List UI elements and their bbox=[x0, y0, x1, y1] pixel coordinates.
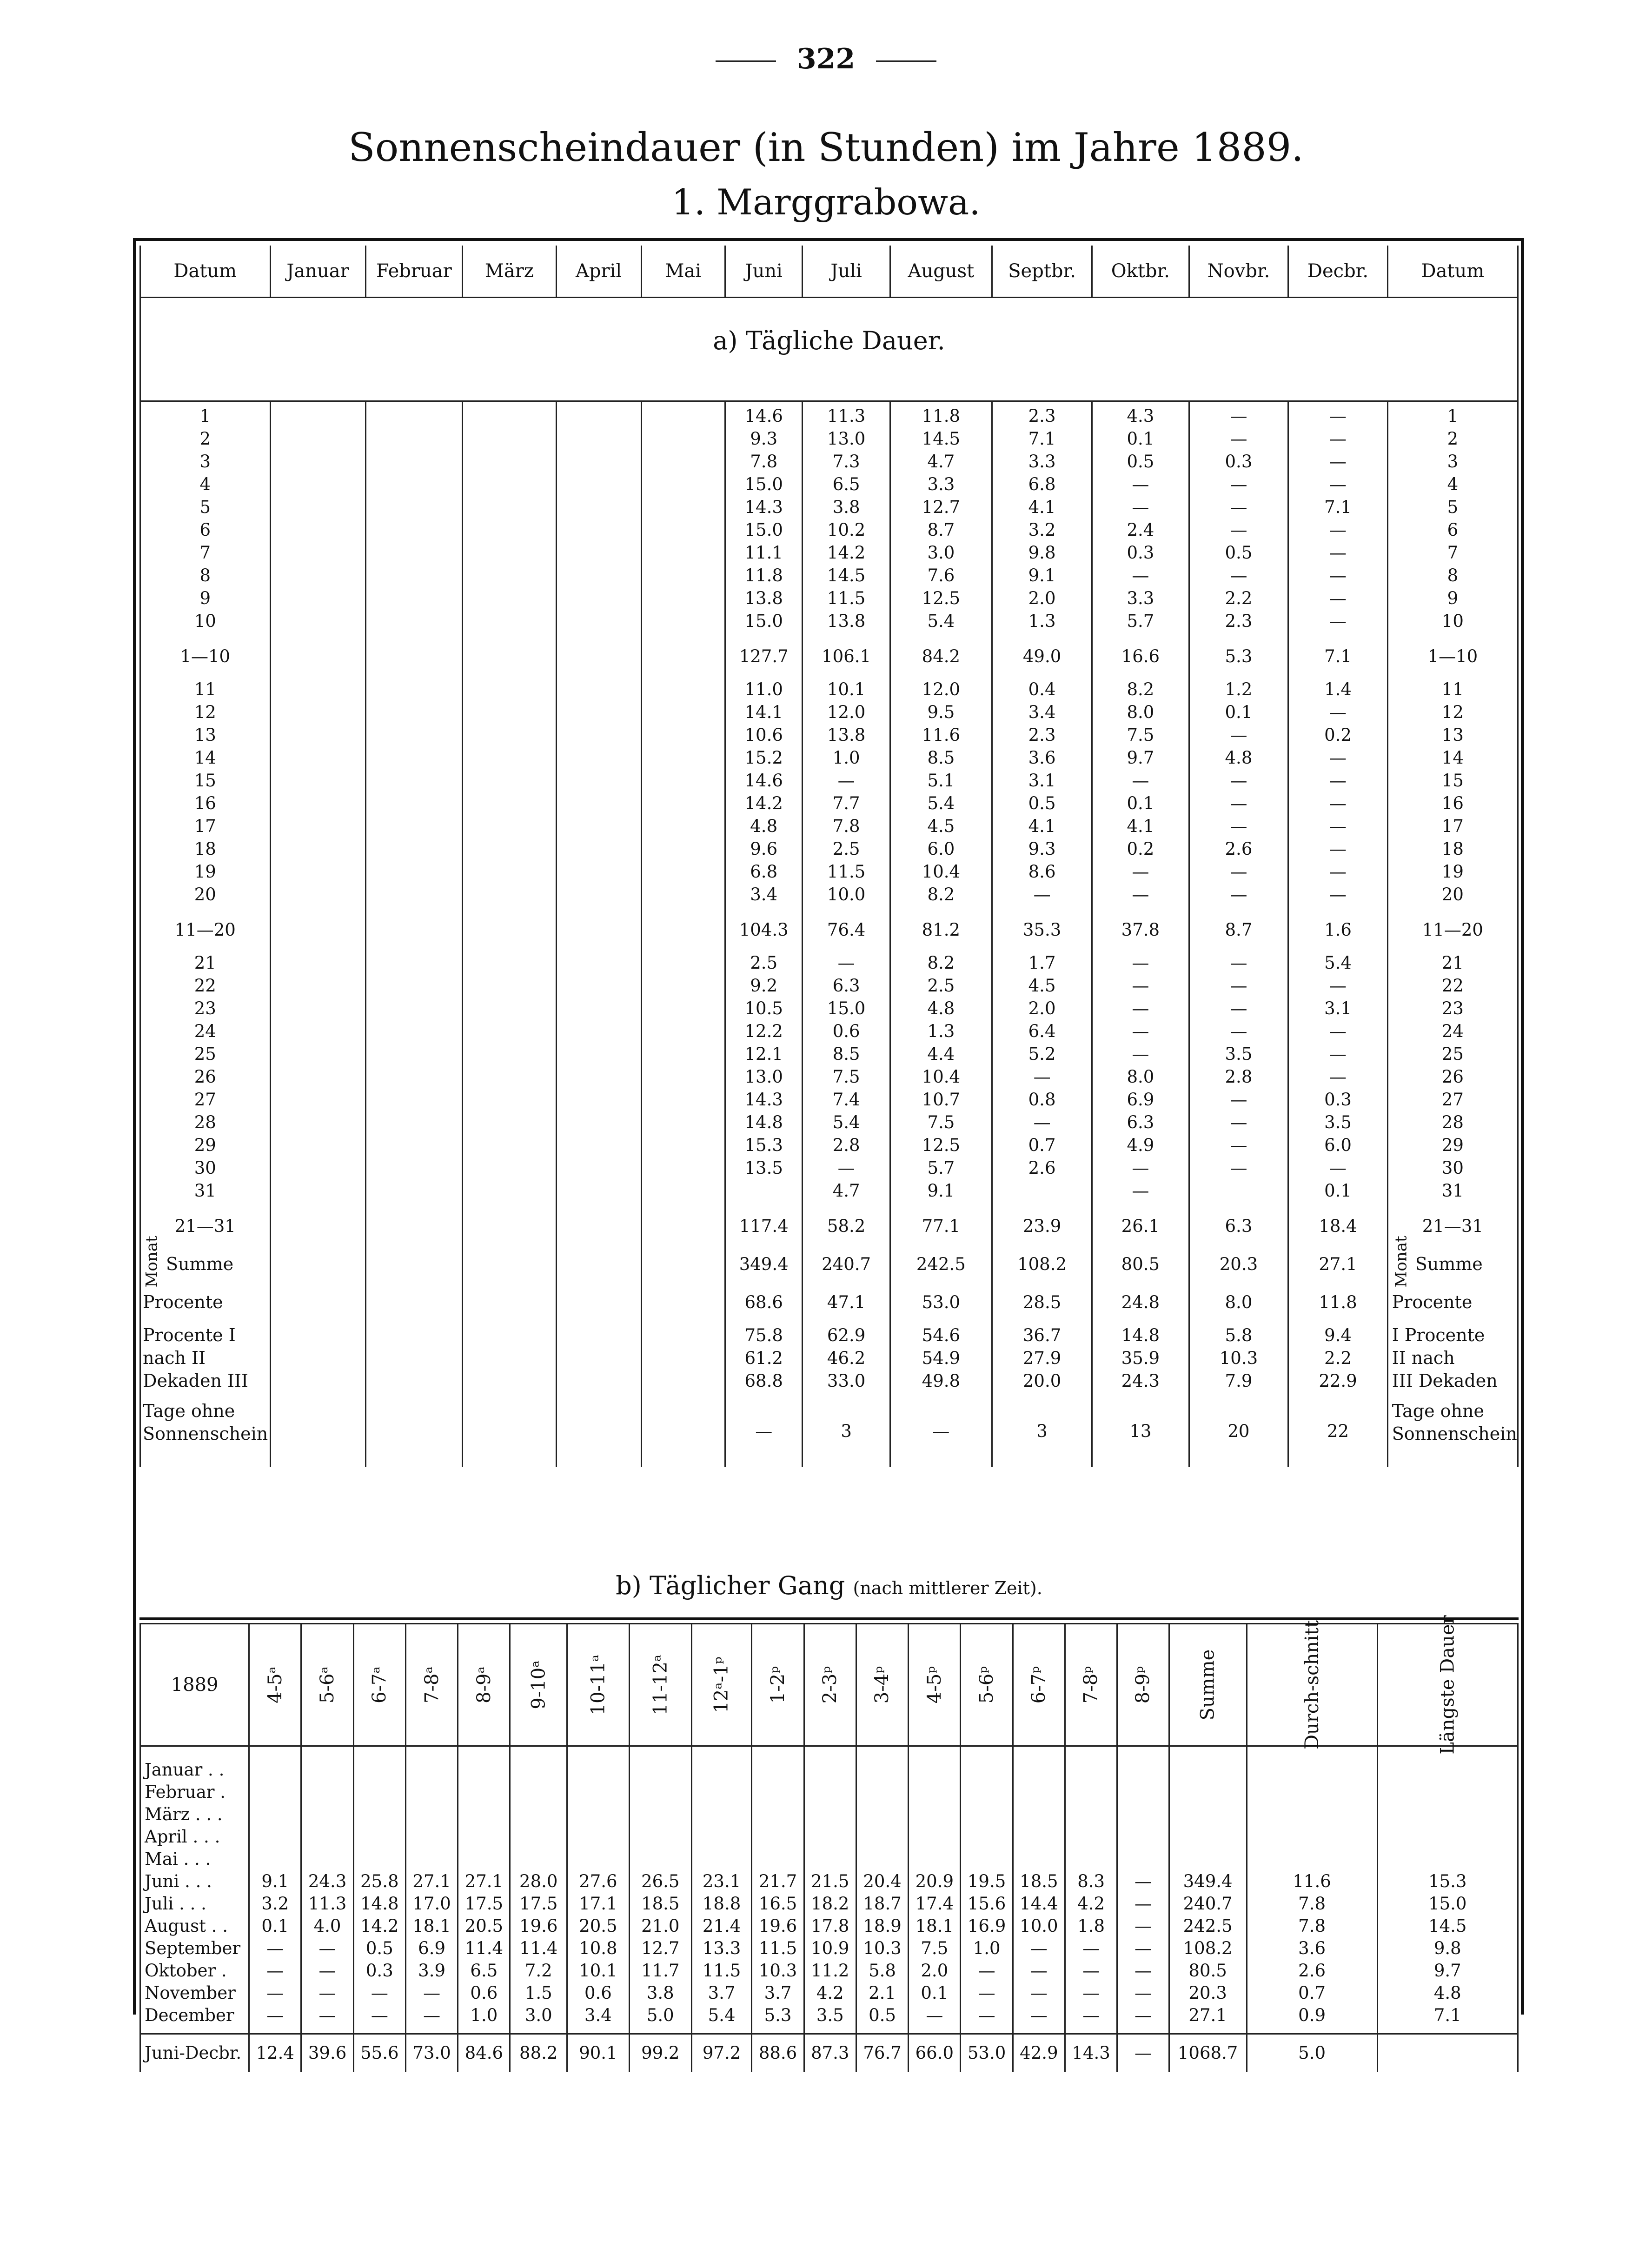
table-cell bbox=[463, 1397, 556, 1467]
table-cell: I Procente II nach III Dekaden bbox=[1387, 1321, 1518, 1397]
hour-header bbox=[1065, 1624, 1117, 1746]
monat-row-summe bbox=[140, 1245, 1518, 1283]
total-cell: 88.6 bbox=[752, 2034, 804, 2072]
total-cell: 53.0 bbox=[961, 2034, 1013, 2072]
table-cell bbox=[641, 1283, 725, 1321]
table-cell: 1.4 — 0.2 — — — — — — — bbox=[1288, 675, 1387, 911]
table-cell: Procente bbox=[140, 1283, 271, 1321]
hour-header-label: Längste Dauer bbox=[1437, 1615, 1459, 1755]
table-cell: 28.5 bbox=[992, 1283, 1092, 1321]
month-names: Januar . . Februar . März . . . April . . . Mai . . . Juni . . . Juli . . . August . . September Oktober . November December bbox=[140, 1746, 249, 2034]
header-row bbox=[140, 246, 1518, 298]
table-cell: 1.6 bbox=[1288, 911, 1387, 949]
table-cell: 8.2 8.0 7.5 9.7 — 0.1 4.1 0.2 — — bbox=[1092, 675, 1189, 911]
table-cell: 11—20 bbox=[1387, 911, 1518, 949]
table-cell: 3 bbox=[992, 1397, 1092, 1467]
table-cell: 14.8 35.9 24.3 bbox=[1092, 1321, 1189, 1397]
table-cell: 1.7 4.5 2.0 6.4 5.2 — 0.8 — 0.7 2.6 bbox=[992, 949, 1092, 1207]
value-column: 27.6 17.1 20.5 10.8 10.1 0.6 3.4 bbox=[567, 1746, 629, 2034]
table-cell: 3 bbox=[803, 1397, 890, 1467]
table-cell: 11.3 13.0 7.3 6.5 3.8 10.2 14.2 14.5 11.5 13.8 bbox=[803, 401, 890, 638]
table-cell bbox=[641, 1397, 725, 1467]
table-cell bbox=[463, 949, 556, 1207]
table-cell: 11—20 bbox=[140, 911, 271, 949]
value-column: 27.1 17.5 20.5 11.4 6.5 0.6 1.0 bbox=[458, 1746, 510, 2034]
table-cell bbox=[270, 637, 365, 675]
col-header: Decbr. bbox=[1288, 246, 1387, 298]
hour-header bbox=[567, 1624, 629, 1746]
table-cell: 47.1 bbox=[803, 1283, 890, 1321]
table-cell: 13 bbox=[1092, 1397, 1189, 1467]
table-cell: 27.1 bbox=[1288, 1245, 1387, 1283]
section-b-title bbox=[139, 1571, 1519, 1600]
total-cell: 73.0 bbox=[405, 2034, 458, 2072]
table-cell bbox=[556, 949, 641, 1207]
table-cell bbox=[270, 1207, 365, 1245]
day-block-row bbox=[140, 675, 1518, 911]
table-cell: Tage ohne Sonnenschein bbox=[1387, 1397, 1518, 1467]
table-cell bbox=[463, 1207, 556, 1245]
table-cell: 22 bbox=[1288, 1397, 1387, 1467]
table-cell: Procente bbox=[1387, 1283, 1518, 1321]
hour-header-label: 12ᵃ-1ᵖ bbox=[711, 1656, 733, 1713]
hour-header bbox=[301, 1624, 353, 1746]
table-cell bbox=[641, 1245, 725, 1283]
page-title: Sonnenscheindauer (in Stunden) im Jahre 1889. bbox=[348, 125, 1304, 170]
table-cell: 21—31 bbox=[140, 1207, 271, 1245]
hour-header-label: Summe bbox=[1197, 1649, 1219, 1721]
hour-header bbox=[691, 1624, 752, 1746]
hour-header bbox=[629, 1624, 691, 1746]
hour-header-label: 9-10ᵃ bbox=[528, 1660, 550, 1709]
table-cell: 58.2 bbox=[803, 1207, 890, 1245]
table-cell: 1.2 0.1 — 4.8 — — — 2.6 — — bbox=[1189, 675, 1288, 911]
col-header: März bbox=[463, 246, 556, 298]
value-column: 21.5 18.2 17.8 10.9 11.2 4.2 3.5 bbox=[804, 1746, 856, 2034]
monat-label: Monat bbox=[1392, 1235, 1411, 1287]
value-column: 21.7 16.5 19.6 11.5 10.3 3.7 5.3 bbox=[752, 1746, 804, 2034]
month-block bbox=[140, 1746, 1518, 2034]
table-cell: 1—10 bbox=[140, 637, 271, 675]
table-cell: 11.8 bbox=[1288, 1283, 1387, 1321]
hour-header-label: 6-7ᵖ bbox=[1028, 1666, 1050, 1704]
table-cell: 117.4 bbox=[725, 1207, 803, 1245]
hour-header bbox=[1377, 1615, 1518, 1755]
section-b-note: (nach mittlerer Zeit). bbox=[853, 1578, 1042, 1598]
table-cell: 75.8 61.2 68.8 bbox=[725, 1321, 803, 1397]
total-cell: 66.0 bbox=[909, 2034, 961, 2072]
table-cell bbox=[365, 637, 463, 675]
tage-ohne-row bbox=[140, 1397, 1518, 1467]
table-cell: — bbox=[725, 1397, 803, 1467]
table-cell bbox=[556, 675, 641, 911]
hour-header-label: 8-9ᵖ bbox=[1132, 1666, 1154, 1704]
total-cell: 42.9 bbox=[1013, 2034, 1065, 2072]
hour-header-label: 6-7ᵃ bbox=[369, 1666, 391, 1703]
table-cell bbox=[365, 1283, 463, 1321]
table-cell: 0.4 3.4 2.3 3.6 3.1 0.5 4.1 9.3 8.6 — bbox=[992, 675, 1092, 911]
page-number: 322 bbox=[0, 43, 1652, 75]
section-a-title: a) Tägliche Dauer. bbox=[140, 298, 1518, 401]
table-cell bbox=[463, 675, 556, 911]
table-cell: 37.8 bbox=[1092, 911, 1189, 949]
table-cell bbox=[463, 1321, 556, 1397]
total-cell: 99.2 bbox=[629, 2034, 691, 2072]
col-header: Januar bbox=[270, 246, 365, 298]
hour-header-label: 3-4ᵖ bbox=[871, 1666, 893, 1704]
value-column: 20.4 18.7 18.9 10.3 5.8 2.1 0.5 bbox=[856, 1746, 908, 2034]
table-cell: 1 2 3 4 5 6 7 8 9 10 bbox=[1387, 401, 1518, 638]
value-column: 23.1 18.8 21.4 13.3 11.5 3.7 5.4 bbox=[691, 1746, 752, 2034]
table-cell: 11.8 14.5 4.7 3.3 12.7 8.7 3.0 7.6 12.5 5.4 bbox=[890, 401, 992, 638]
table-cell bbox=[270, 1245, 365, 1283]
table-daily-course bbox=[139, 1615, 1519, 2072]
table-cell bbox=[556, 637, 641, 675]
table-cell bbox=[365, 1207, 463, 1245]
table-cell bbox=[556, 1397, 641, 1467]
table-cell: 8.0 bbox=[1189, 1283, 1288, 1321]
total-cell: 14.3 bbox=[1065, 2034, 1117, 2072]
table-cell: 8.2 2.5 4.8 1.3 4.4 10.4 10.7 7.5 12.5 5.7 9.1 bbox=[890, 949, 992, 1207]
table-cell bbox=[270, 1283, 365, 1321]
hour-header bbox=[458, 1624, 510, 1746]
value-column: 24.3 11.3 4.0 — — — — bbox=[301, 1746, 353, 2034]
table-cell: 26.1 bbox=[1092, 1207, 1189, 1245]
table-cell: 7.1 bbox=[1288, 637, 1387, 675]
table-cell: 9.4 2.2 22.9 bbox=[1288, 1321, 1387, 1397]
col-header: Mai bbox=[641, 246, 725, 298]
day-block-row bbox=[140, 949, 1518, 1207]
value-column: 9.1 3.2 0.1 — — — — bbox=[249, 1746, 301, 2034]
table-cell: 84.2 bbox=[890, 637, 992, 675]
table-cell: 240.7 bbox=[803, 1245, 890, 1283]
table-cell bbox=[556, 1207, 641, 1245]
table-cell: 1 2 3 4 5 6 7 8 9 10 bbox=[140, 401, 271, 638]
table-cell bbox=[365, 1245, 463, 1283]
table-cell bbox=[270, 1321, 365, 1397]
table-cell bbox=[641, 911, 725, 949]
value-column: — — — — — — — bbox=[1117, 1746, 1169, 2034]
hour-header bbox=[752, 1624, 804, 1746]
table-cell: 21 22 23 24 25 26 27 28 29 30 31 bbox=[1387, 949, 1518, 1207]
value-column: 26.5 18.5 21.0 12.7 11.7 3.8 5.0 bbox=[629, 1746, 691, 2034]
table-cell: 54.6 54.9 49.8 bbox=[890, 1321, 992, 1397]
table-cell bbox=[365, 675, 463, 911]
table-cell bbox=[463, 1245, 556, 1283]
col-header: Datum bbox=[1387, 246, 1518, 298]
table-cell bbox=[463, 637, 556, 675]
table-cell bbox=[463, 1283, 556, 1321]
table-cell: 11 12 13 14 15 16 17 18 19 20 bbox=[140, 675, 271, 911]
hour-header bbox=[961, 1624, 1013, 1746]
table-cell: 6.3 bbox=[1189, 1207, 1288, 1245]
table-cell: 53.0 bbox=[890, 1283, 992, 1321]
table-cell: 11 12 13 14 15 16 17 18 19 20 bbox=[1387, 675, 1518, 911]
total-row bbox=[140, 2034, 1518, 2072]
monat-label: Monat bbox=[142, 1235, 161, 1287]
col-header: Oktbr. bbox=[1092, 246, 1189, 298]
hour-header-label: 2-3ᵖ bbox=[819, 1666, 841, 1704]
table-cell: — bbox=[890, 1397, 992, 1467]
total-cell: 90.1 bbox=[567, 2034, 629, 2072]
col-header: April bbox=[556, 246, 641, 298]
table-cell: 14.6 9.3 7.8 15.0 14.3 15.0 11.1 11.8 13.8 15.0 bbox=[725, 401, 803, 638]
decade-sum-row bbox=[140, 911, 1518, 949]
col-header: Novbr. bbox=[1189, 246, 1288, 298]
table-cell: 36.7 27.9 20.0 bbox=[992, 1321, 1092, 1397]
total-cell: 5.0 bbox=[1247, 2034, 1377, 2072]
table-cell bbox=[270, 401, 365, 638]
table-cell: Monat Summe bbox=[1387, 1245, 1518, 1283]
table-cell bbox=[641, 949, 725, 1207]
hour-header bbox=[405, 1624, 458, 1746]
table-cell: 18.4 bbox=[1288, 1207, 1387, 1245]
value-column: 19.5 15.6 16.9 1.0 — — — bbox=[961, 1746, 1013, 2034]
table-cell bbox=[556, 1321, 641, 1397]
total-cell: 97.2 bbox=[691, 2034, 752, 2072]
table-cell: 104.3 bbox=[725, 911, 803, 949]
table-cell bbox=[365, 1397, 463, 1467]
total-cell: 1068.7 bbox=[1169, 2034, 1247, 2072]
table-cell: 77.1 bbox=[890, 1207, 992, 1245]
hour-header bbox=[249, 1624, 301, 1746]
value-column: 11.6 7.8 7.8 3.6 2.6 0.7 0.9 bbox=[1247, 1746, 1377, 2034]
table-cell: 5.4 — 3.1 — — — 0.3 3.5 6.0 — 0.1 bbox=[1288, 949, 1387, 1207]
table-cell: 1—10 bbox=[1387, 637, 1518, 675]
table-cell: Tage ohne Sonnenschein bbox=[140, 1397, 271, 1467]
hour-header bbox=[1117, 1624, 1169, 1746]
header-row-b bbox=[140, 1624, 1518, 1746]
decade-sum-row bbox=[140, 637, 1518, 675]
table-cell bbox=[641, 675, 725, 911]
value-column: 25.8 14.8 14.2 0.5 0.3 — — bbox=[353, 1746, 405, 2034]
hour-header-label: Durch-schnitt bbox=[1301, 1620, 1323, 1750]
table-cell: 10.1 12.0 13.8 1.0 — 7.7 7.8 2.5 11.5 10.0 bbox=[803, 675, 890, 911]
table-cell: 76.4 bbox=[803, 911, 890, 949]
table-cell bbox=[556, 911, 641, 949]
table-cell: 49.0 bbox=[992, 637, 1092, 675]
col-header: August bbox=[890, 246, 992, 298]
table-cell: — 6.3 15.0 0.6 8.5 7.5 7.4 5.4 2.8 — 4.7 bbox=[803, 949, 890, 1207]
table-cell: 20.3 bbox=[1189, 1245, 1288, 1283]
table-cell: 35.3 bbox=[992, 911, 1092, 949]
table-cell bbox=[641, 401, 725, 638]
total-cell: 76.7 bbox=[856, 2034, 908, 2072]
hour-header-label: 11-12ᵃ bbox=[650, 1654, 671, 1716]
station-title: 1. Marggrabowa. bbox=[671, 181, 981, 223]
value-column: 18.5 14.4 10.0 — — — — bbox=[1013, 1746, 1065, 2034]
table-cell bbox=[556, 1283, 641, 1321]
value-column: 27.1 17.0 18.1 6.9 3.9 — — bbox=[405, 1746, 458, 2034]
table-cell: 16.6 bbox=[1092, 637, 1189, 675]
table-cell: 12.0 9.5 11.6 8.5 5.1 5.4 4.5 6.0 10.4 8.2 bbox=[890, 675, 992, 911]
hour-header-label: 8-9ᵃ bbox=[473, 1666, 495, 1703]
table-cell: 68.6 bbox=[725, 1283, 803, 1321]
value-column: 349.4 240.7 242.5 108.2 80.5 20.3 27.1 bbox=[1169, 1746, 1247, 2034]
col-header: Septbr. bbox=[992, 246, 1092, 298]
table-cell: 8.7 bbox=[1189, 911, 1288, 949]
col-header: Februar bbox=[365, 246, 463, 298]
dekaden-row bbox=[140, 1321, 1518, 1397]
hour-header-label: 7-8ᵖ bbox=[1080, 1666, 1102, 1704]
total-cell: 12.4 bbox=[249, 2034, 301, 2072]
table-cell bbox=[365, 1321, 463, 1397]
section-row bbox=[140, 298, 1518, 401]
table-cell: 20 bbox=[1189, 1397, 1288, 1467]
value-column: 28.0 17.5 19.6 11.4 7.2 1.5 3.0 bbox=[510, 1746, 567, 2034]
hour-header-label: 7-8ᵃ bbox=[421, 1666, 443, 1703]
table-cell bbox=[641, 1207, 725, 1245]
table-cell: — — — — 7.1 — — — — — bbox=[1288, 401, 1387, 638]
table-cell: Procente I nach II Dekaden III bbox=[140, 1321, 271, 1397]
hour-header bbox=[804, 1624, 856, 1746]
table-cell: 62.9 46.2 33.0 bbox=[803, 1321, 890, 1397]
hour-header bbox=[353, 1624, 405, 1746]
table-cell: 81.2 bbox=[890, 911, 992, 949]
value-column: 15.3 15.0 14.5 9.8 9.7 4.8 7.1 bbox=[1377, 1746, 1518, 2034]
hour-header-label: 10-11ᵃ bbox=[587, 1654, 609, 1716]
col-header: Juli bbox=[803, 246, 890, 298]
table-cell: — — — — 3.5 2.8 — — — — bbox=[1189, 949, 1288, 1207]
table-cell: 349.4 bbox=[725, 1245, 803, 1283]
total-cell: 88.2 bbox=[510, 2034, 567, 2072]
table-cell bbox=[270, 911, 365, 949]
hour-header-label: 5-6ᵃ bbox=[317, 1666, 338, 1703]
hour-header bbox=[510, 1624, 567, 1746]
total-label: Juni-Decbr. bbox=[140, 2034, 249, 2072]
table-cell: 5.8 10.3 7.9 bbox=[1189, 1321, 1288, 1397]
col-header: Juni bbox=[725, 246, 803, 298]
hour-header-label: 5-6ᵖ bbox=[976, 1666, 998, 1704]
table-cell: 5.3 bbox=[1189, 637, 1288, 675]
total-cell: 87.3 bbox=[804, 2034, 856, 2072]
hour-header bbox=[1013, 1624, 1065, 1746]
section-b-label: b) Täglicher Gang bbox=[616, 1571, 845, 1600]
table-cell: 4.3 0.1 0.5 — — 2.4 0.3 — 3.3 5.7 bbox=[1092, 401, 1189, 638]
hour-header bbox=[1247, 1620, 1377, 1750]
table-cell: Monat Summe bbox=[140, 1245, 271, 1283]
hour-header-label: 1-2ᵖ bbox=[767, 1666, 789, 1704]
table-cell bbox=[270, 1397, 365, 1467]
table-cell: 21—31 bbox=[1387, 1207, 1518, 1245]
table-cell bbox=[270, 675, 365, 911]
table-cell: 2.3 7.1 3.3 6.8 4.1 3.2 9.8 9.1 2.0 1.3 bbox=[992, 401, 1092, 638]
table-cell: 80.5 bbox=[1092, 1245, 1189, 1283]
col-header: Datum bbox=[140, 246, 271, 298]
hour-header-label: 4-5ᵖ bbox=[923, 1666, 945, 1704]
table-cell: 127.7 bbox=[725, 637, 803, 675]
hour-header bbox=[909, 1624, 961, 1746]
total-cell: 84.6 bbox=[458, 2034, 510, 2072]
table-cell: — — — — — 8.0 6.9 6.3 4.9 — — bbox=[1092, 949, 1189, 1207]
table-cell: 24.8 bbox=[1092, 1283, 1189, 1321]
table-cell bbox=[556, 401, 641, 638]
day-block-row bbox=[140, 401, 1518, 638]
table-cell: 21 22 23 24 25 26 27 28 29 30 31 bbox=[140, 949, 271, 1207]
table-cell: 11.0 14.1 10.6 15.2 14.6 14.2 4.8 9.6 6.8 3.4 bbox=[725, 675, 803, 911]
year-header: 1889 bbox=[140, 1624, 249, 1746]
table-cell: 2.5 9.2 10.5 12.2 12.1 13.0 14.3 14.8 15.3 13.5 bbox=[725, 949, 803, 1207]
hour-header bbox=[1169, 1624, 1247, 1746]
table-cell: 106.1 bbox=[803, 637, 890, 675]
table-cell bbox=[641, 1321, 725, 1397]
hour-header-label: 4-5ᵃ bbox=[264, 1666, 286, 1703]
value-column: 20.9 17.4 18.1 7.5 2.0 0.1 — bbox=[909, 1746, 961, 2034]
table-cell: — — 0.3 — — — 0.5 — 2.2 2.3 bbox=[1189, 401, 1288, 638]
table-cell bbox=[463, 911, 556, 949]
decade-sum-row bbox=[140, 1207, 1518, 1245]
table-cell bbox=[270, 949, 365, 1207]
hour-header bbox=[856, 1624, 908, 1746]
table-cell bbox=[463, 401, 556, 638]
table-cell bbox=[365, 911, 463, 949]
monat-row-procente bbox=[140, 1283, 1518, 1321]
value-column: 8.3 4.2 1.8 — — — — bbox=[1065, 1746, 1117, 2034]
total-cell: 55.6 bbox=[353, 2034, 405, 2072]
table-cell: 242.5 bbox=[890, 1245, 992, 1283]
table-cell bbox=[556, 1245, 641, 1283]
table-cell bbox=[365, 401, 463, 638]
total-cell: — bbox=[1117, 2034, 1169, 2072]
table-cell: 23.9 bbox=[992, 1207, 1092, 1245]
table-daily-duration bbox=[139, 246, 1519, 1467]
table-cell: 108.2 bbox=[992, 1245, 1092, 1283]
total-cell bbox=[1377, 2034, 1518, 2072]
table-cell bbox=[365, 949, 463, 1207]
total-cell: 39.6 bbox=[301, 2034, 353, 2072]
table-cell bbox=[641, 637, 725, 675]
